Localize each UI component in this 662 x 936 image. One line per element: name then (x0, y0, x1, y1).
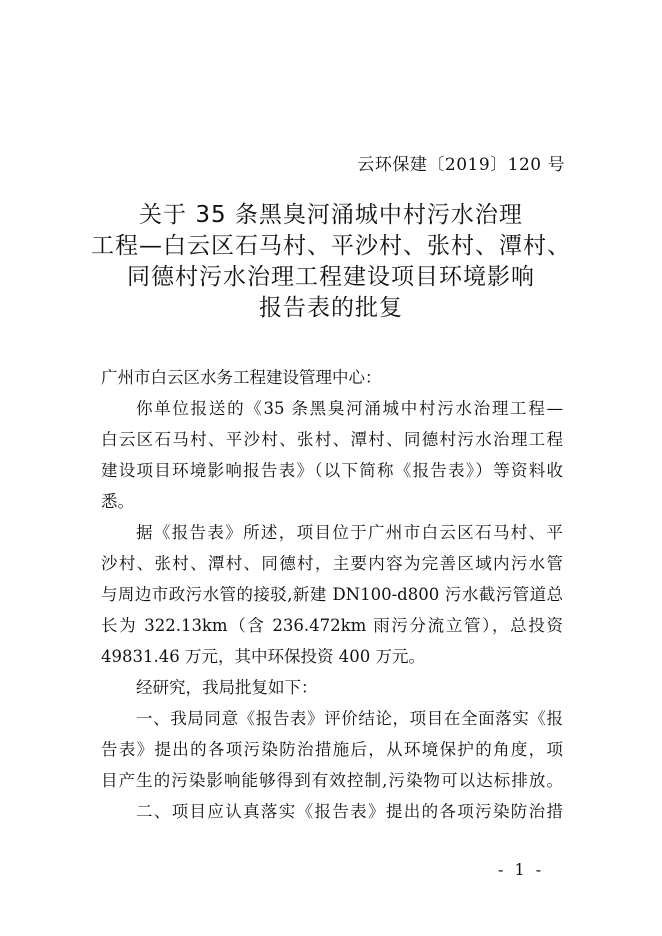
paragraph-project-summary (101, 517, 563, 672)
paragraph-submission (101, 393, 563, 517)
title-line: 关于 35 条黑臭河涌城中村污水治理 (139, 202, 523, 228)
page-number: - 1 - (498, 860, 545, 879)
document-title (60, 200, 602, 324)
paragraph-line: 沙村、张村、潭村、同德村，主要内容为完善区域内污水管 (101, 554, 563, 573)
paragraph-line: 悉。 (101, 492, 134, 511)
document-body (101, 362, 563, 827)
paragraph-item-two (101, 796, 563, 827)
paragraph-line: 建设项目环境影响报告表》（以下简称《报告表》）等资料收 (101, 461, 563, 480)
document-number: 云环保建〔2019〕120 号 (357, 155, 565, 175)
paragraph-item-one (101, 703, 563, 796)
paragraph-line: 49831.46 万元，其中环保投资 400 万元。 (101, 647, 425, 666)
paragraph-decision-intro (101, 672, 563, 703)
title-line: 工程—白云区石马村、平沙村、张村、潭村、 (91, 233, 571, 259)
title-line: 同德村污水治理工程建设项目环境影响 (127, 264, 535, 290)
paragraph-line: 目产生的污染影响能够得到有效控制,污染物可以达标排放。 (101, 771, 563, 790)
paragraph-line: 你单位报送的《35 条黑臭河涌城中村污水治理工程— (136, 399, 563, 418)
paragraph-line: 经研究，我局批复如下： (136, 678, 318, 697)
paragraph-line: 告表》提出的各项污染防治措施后，从环境保护的角度，项 (101, 740, 563, 759)
paragraph-line: 据《报告表》所述，项目位于广州市白云区石马村、平 (136, 523, 563, 542)
paragraph-line: 白云区石马村、平沙村、张村、潭村、同德村污水治理工程 (101, 430, 563, 449)
paragraph-line: 长为 322.13km（含 236.472km 雨污分流立管），总投资 (101, 616, 563, 635)
paragraph-line: 与周边市政污水管的接驳,新建 DN100-d800 污水截污管道总 (101, 585, 563, 604)
title-line: 报告表的批复 (259, 295, 403, 321)
addressee: 广州市白云区水务工程建设管理中心： (101, 368, 382, 387)
paragraph-line: 一、我局同意《报告表》评价结论，项目在全面落实《报 (136, 709, 563, 728)
paragraph-line: 二、项目应认真落实《报告表》提出的各项污染防治措 (136, 802, 563, 821)
